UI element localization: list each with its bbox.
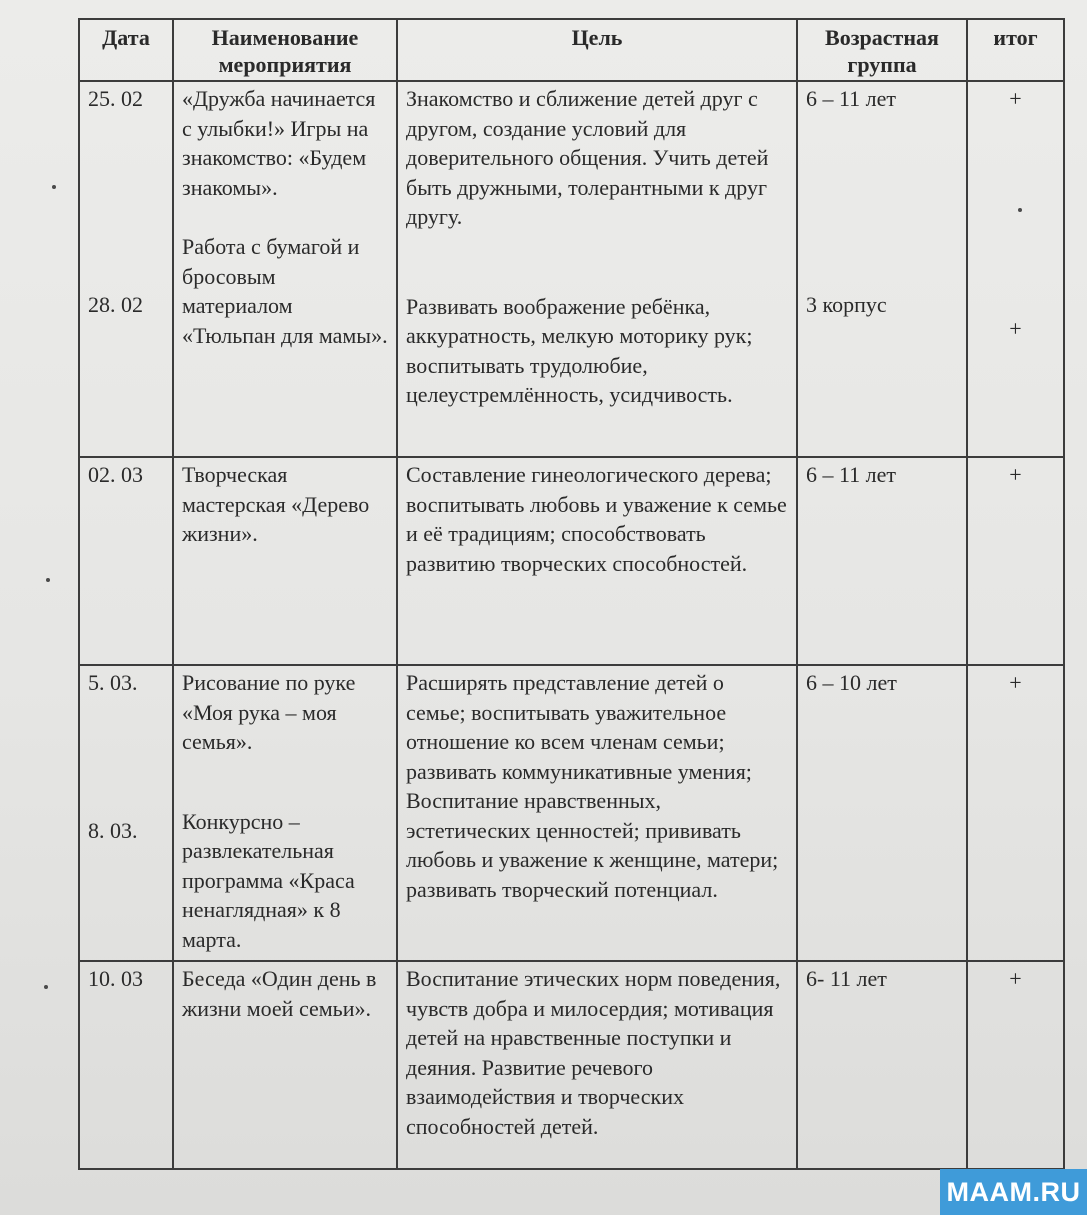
table-row [79, 81, 1064, 457]
age-cell [797, 961, 967, 1169]
age-group: 6 – 10 лет [806, 670, 897, 695]
goal-cell [397, 961, 797, 1169]
age-group: 3 корпус [806, 291, 887, 317]
event-name: Рисование по руке «Моя рука – моя семья». [182, 670, 356, 754]
age-cell [797, 665, 967, 961]
date-cell [79, 961, 173, 1169]
header-age: Возрастная группа [797, 19, 967, 81]
paper-speck [52, 185, 56, 189]
result-mark: + [1009, 670, 1022, 695]
maam-watermark: MAAM.RU [940, 1169, 1087, 1215]
date-cell [79, 81, 173, 457]
name-cell [173, 81, 397, 457]
name-cell [173, 961, 397, 1169]
event-date: 28. 02 [88, 291, 143, 317]
header-date: Дата [79, 19, 173, 81]
header-name: Наименование мероприятия [173, 19, 397, 81]
table-header-row [79, 19, 1064, 81]
goal-cell [397, 81, 797, 457]
event-goal: Воспитание нравственных, эстетических ценностей; прививать любовь и уважение к женщине, матери; развивать творческий потенциал. [406, 788, 779, 902]
result-mark: + [1009, 86, 1022, 111]
event-goal: Составление гинеологического дерева; воспитывать любовь и уважение к семье и её традициям; способствовать развитию творческих способностей. [406, 462, 787, 576]
goal-cell [397, 665, 797, 961]
result-mark: + [1009, 462, 1022, 487]
age-group: 6 – 11 лет [806, 462, 897, 487]
event-name: Конкурсно – развлекательная программа «Краса ненаглядная» к 8 марта. [182, 808, 355, 952]
event-date: 8. 03. [88, 817, 138, 843]
result-cell [967, 961, 1064, 1169]
result-mark: + [1009, 966, 1022, 991]
date-cell [79, 457, 173, 665]
event-goal: Воспитание этических норм поведения, чувств добра и милосердия; мотивация детей на нравственные поступки и деяния. Развитие речевого взаимодействия и творческих способностей детей. [406, 966, 781, 1139]
event-goal: Расширять представление детей о семье; воспитывать уважительное отношение ко всем членам семьи; развивать коммуникативные умения; [406, 670, 752, 784]
age-group: 6- 11 лет [806, 966, 887, 991]
date-cell [79, 665, 173, 961]
header-goal: Цель [397, 19, 797, 81]
result-cell [967, 81, 1064, 457]
event-date: 10. 03 [88, 966, 143, 991]
result-cell [967, 457, 1064, 665]
event-date: 5. 03. [88, 670, 138, 695]
event-name: Творческая мастерская «Дерево жизни». [182, 462, 370, 546]
event-goal: Знакомство и сближение детей друг с другом, создание условий для доверительного общения. Учить детей быть дружными, толерантными к друг другу. [406, 86, 769, 229]
result-cell [967, 665, 1064, 961]
table-row [79, 457, 1064, 665]
event-date: 02. 03 [88, 462, 143, 487]
name-cell [173, 665, 397, 961]
age-cell [797, 457, 967, 665]
age-cell [797, 81, 967, 457]
goal-cell [397, 457, 797, 665]
event-name: Беседа «Один день в жизни моей семьи». [182, 966, 377, 1021]
header-result: итог [967, 19, 1064, 81]
name-cell [173, 457, 397, 665]
result-mark: + [1009, 315, 1022, 341]
paper-speck [46, 578, 50, 582]
paper-speck [44, 985, 48, 989]
paper-speck [1018, 208, 1022, 212]
event-goal: Развивать воображение ребёнка, аккуратность, мелкую моторику рук; воспитывать трудолюбие, целеустремлённость, усидчивость. [406, 293, 753, 407]
event-name: «Дружба начинается с улыбки!» Игры на знакомство: «Будем знакомы». [182, 86, 376, 200]
event-name: Работа с бумагой и бросовым материалом «Тюльпан для мамы». [182, 234, 388, 348]
events-plan-table [78, 18, 1065, 1170]
table-row [79, 961, 1064, 1169]
event-date: 25. 02 [88, 86, 143, 111]
age-group: 6 – 11 лет [806, 86, 897, 111]
table-row [79, 665, 1064, 961]
